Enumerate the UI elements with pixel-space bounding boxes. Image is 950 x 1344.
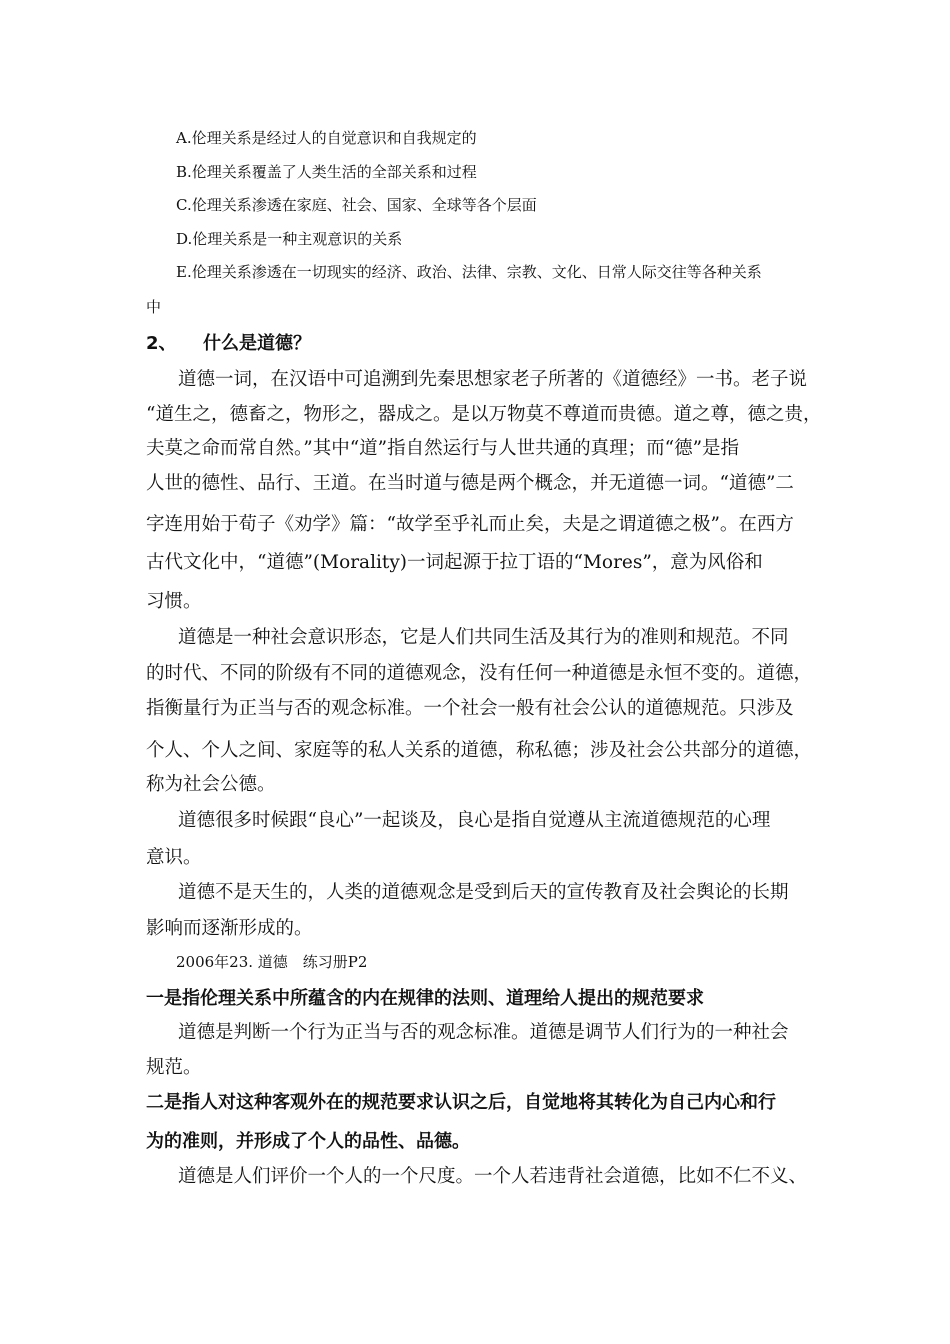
para2-line: 指衡量行为正当与否的观念标准。一个社会一般有社会公认的道德规范。只涉及 — [146, 698, 794, 719]
option-b: B.伦理关系覆盖了人类生活的全部关系和过程 — [176, 163, 477, 181]
para1-line: 人世的德性、品行、王道。在当时道与德是两个概念，并无道德一词。“道德”二 — [146, 473, 794, 494]
para1-line: 字连用始于荀子《劝学》篇：“故学至乎礼而止矣，夫是之谓道德之极”。在西方 — [146, 514, 794, 535]
point-two-line: 二是指人对这种客观外在的规范要求认识之后，自觉地将其转化为自己内心和行 — [146, 1092, 776, 1113]
para5-line: 规范。 — [146, 1057, 202, 1078]
para5-line: 道德是判断一个行为正当与否的观念标准。道德是调节人们行为的一种社会 — [178, 1022, 789, 1043]
para2-line: 的时代、不同的阶级有不同的道德观念，没有任何一种道德是永恒不变的。道德， — [146, 663, 813, 684]
para2-line: 个人、个人之间、家庭等的私人关系的道德，称私德；涉及社会公共部分的道德， — [146, 740, 813, 761]
question-number: 2、 — [146, 333, 177, 354]
para6-line: 道德是人们评价一个人的一个尺度。一个人若违背社会道德，比如不仁不义、 — [178, 1166, 808, 1187]
para1-line: 道德一词，在汉语中可追溯到先秦思想家老子所著的《道德经》一书。老子说 — [178, 369, 808, 390]
option-e-continuation: 中 — [146, 298, 162, 316]
option-d: D.伦理关系是一种主观意识的关系 — [176, 230, 403, 248]
question-text: 什么是道德？ — [203, 333, 311, 354]
option-c: C.伦理关系渗透在家庭、社会、国家、全球等各个层面 — [176, 196, 537, 214]
option-e: E.伦理关系渗透在一切现实的经济、政治、法律、宗教、文化、日常人际交往等各种关系 — [176, 263, 762, 281]
para2-line: 称为社会公德。 — [146, 774, 276, 795]
exam-note: 2006年23. 道德 练习册P2 — [176, 953, 368, 971]
para3-line: 意识。 — [146, 847, 202, 868]
point-two-line: 为的准则，并形成了个人的品性、品德。 — [146, 1131, 470, 1152]
para1-line: “道生之，德畜之，物形之，器成之。是以万物莫不尊道而贵德。道之尊，德之贵， — [146, 404, 822, 425]
para1-line: 习惯。 — [146, 591, 202, 612]
point-one: 一是指伦理关系中所蕴含的内在规律的法则、道理给人提出的规范要求 — [146, 988, 704, 1009]
option-a: A.伦理关系是经过人的自觉意识和自我规定的 — [176, 129, 477, 147]
para2-line: 道德是一种社会意识形态，它是人们共同生活及其行为的准则和规范。不同 — [178, 627, 789, 648]
para4-line: 道德不是天生的，人类的道德观念是受到后天的宣传教育及社会舆论的长期 — [178, 882, 789, 903]
para1-line: 夫莫之命而常自然。”其中“道”指自然运行与人世共通的真理；而“德”是指 — [146, 438, 740, 459]
para1-line: 古代文化中，“道德”(Morality)一词起源于拉丁语的“Mores”，意为风俗和 — [146, 552, 763, 573]
para3-line: 道德很多时候跟“良心”一起谈及，良心是指自觉遵从主流道德规范的心理 — [178, 810, 771, 831]
para4-line: 影响而逐渐形成的。 — [146, 918, 313, 939]
